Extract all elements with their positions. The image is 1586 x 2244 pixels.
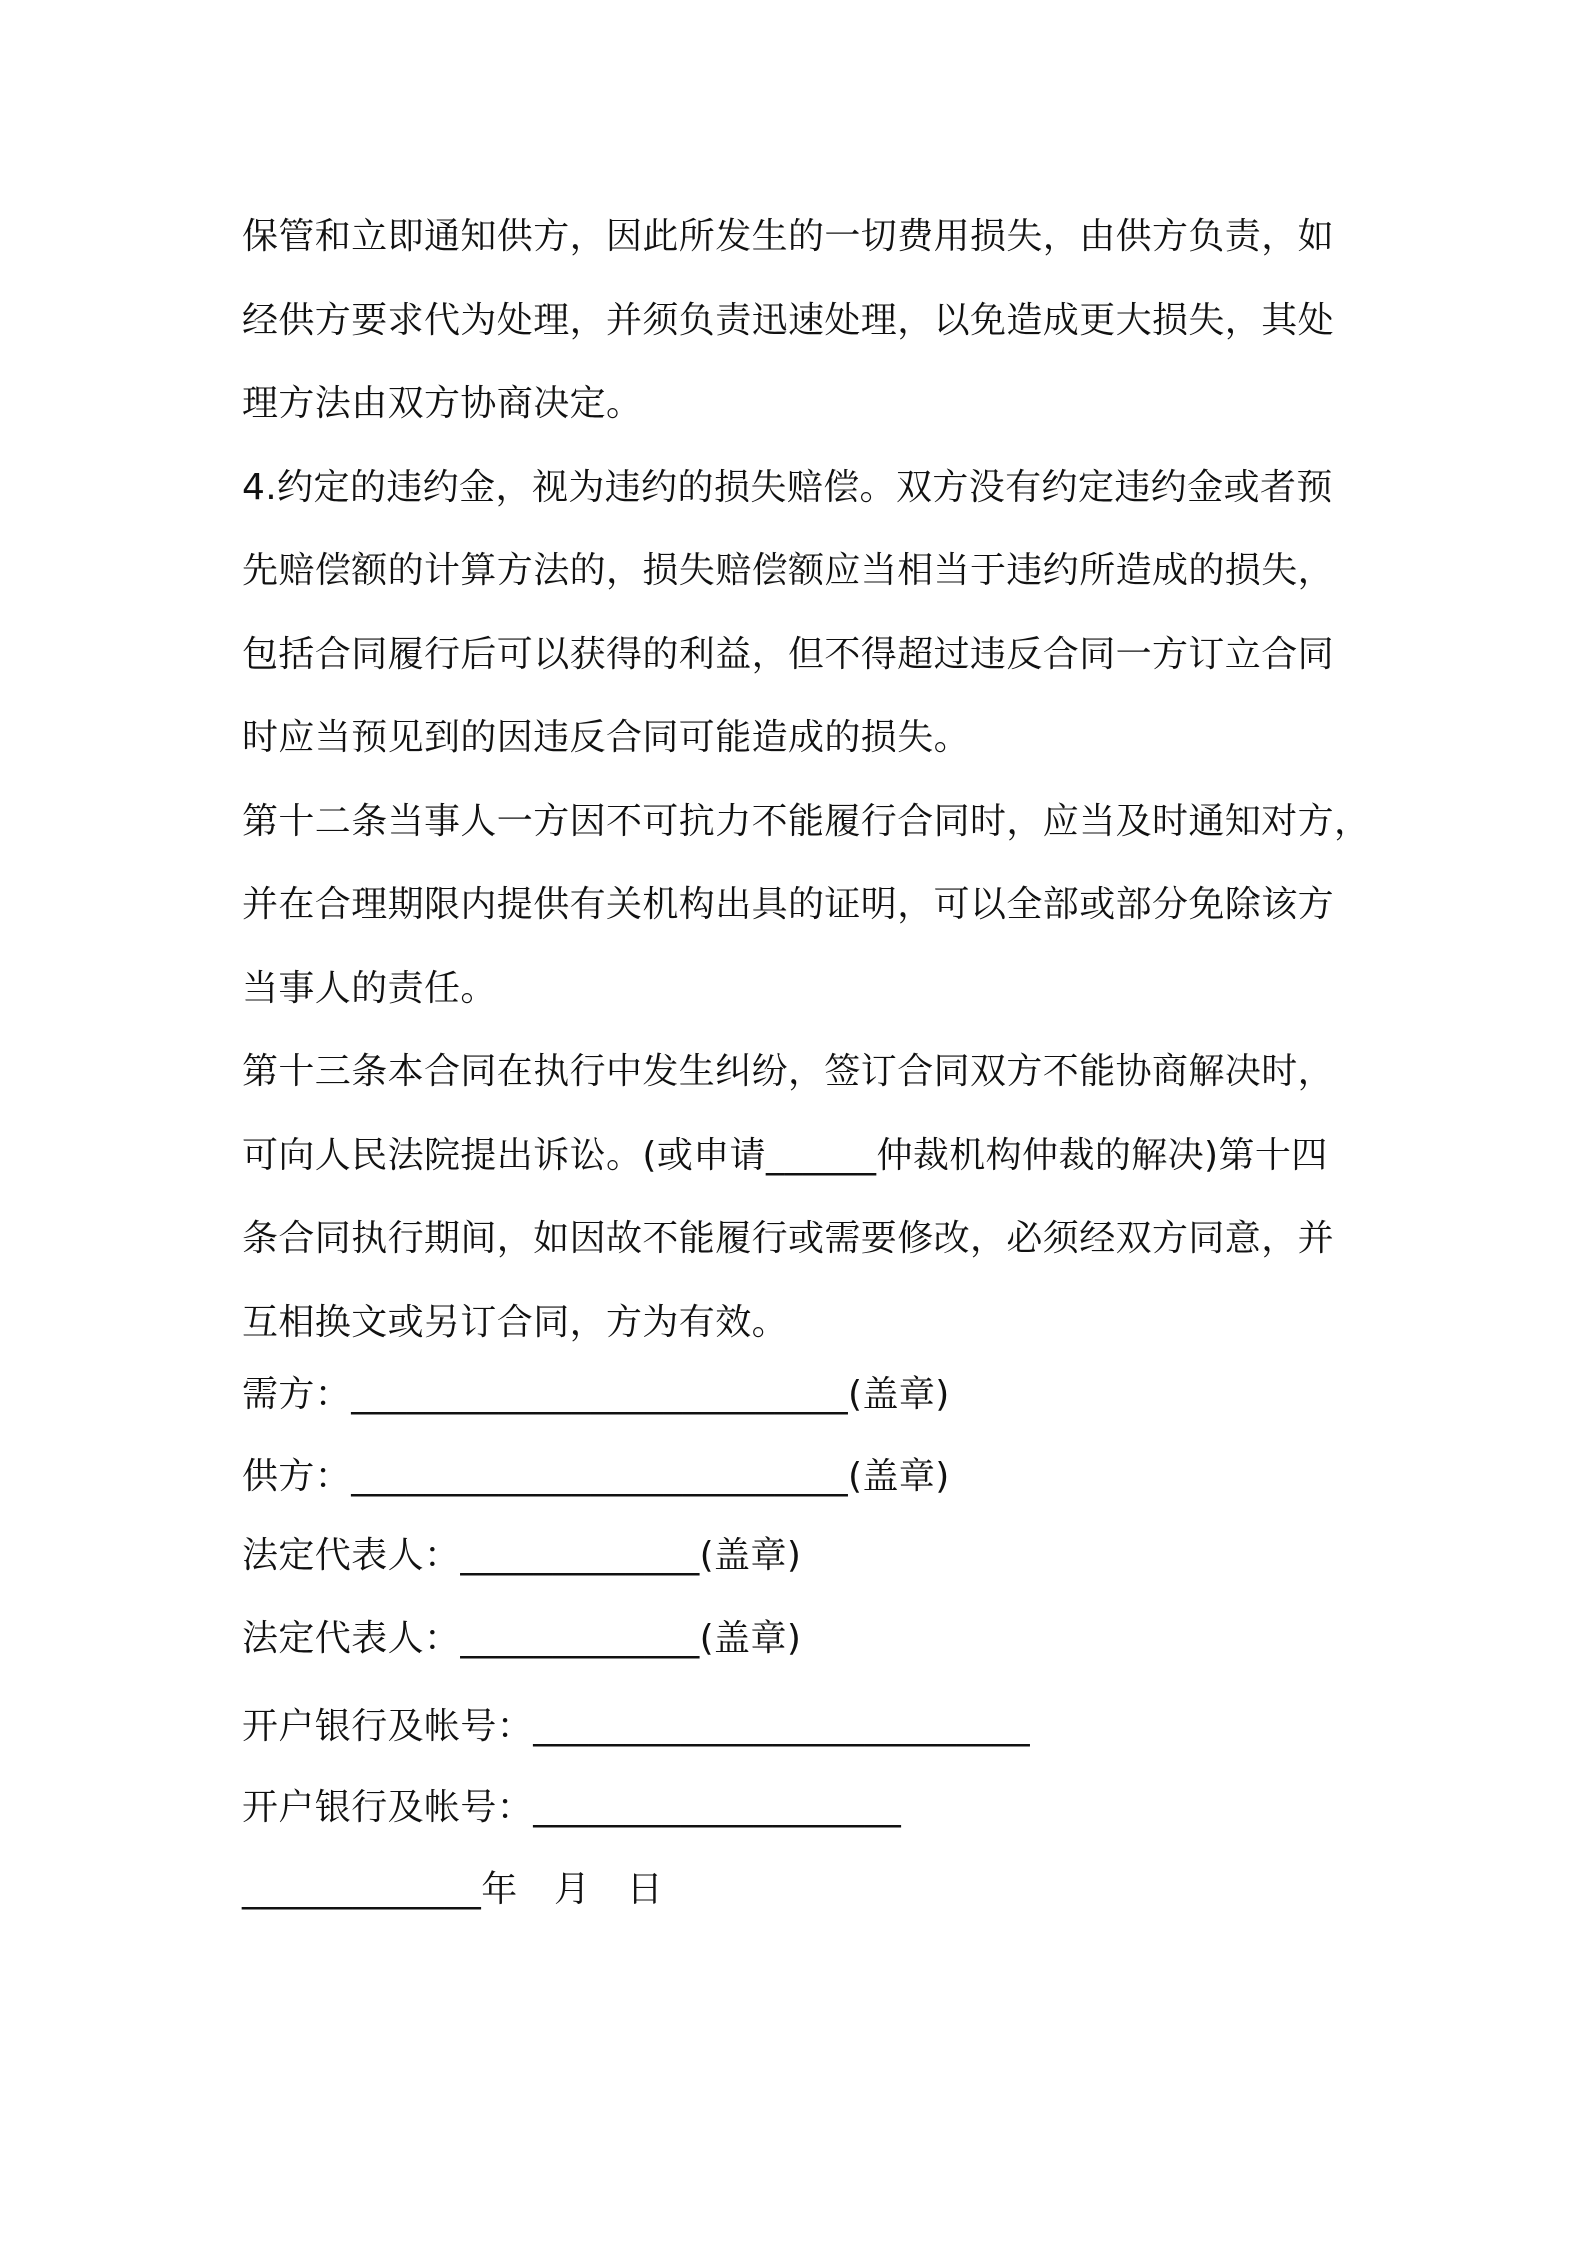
paragraph-line: 时应当预见到的因违反合同可能造成的损失。 — [242, 717, 971, 758]
paragraph-line: 可向人民法院提出诉讼。(或申请______仲裁机构仲裁的解决)第十四 — [242, 1134, 1328, 1176]
paragraph-line: 保管和立即通知供方，因此所发生的一切费用损失，由供方负责，如 — [242, 216, 1335, 257]
buyer-seal-line: 需方：___________________________(盖章) — [242, 1374, 950, 1415]
paragraph-line: 第十二条当事人一方因不可抗力不能履行合同时，应当及时通知对方， — [242, 800, 1371, 842]
legal-rep-line-2: 法定代表人：_____________(盖章) — [242, 1618, 802, 1659]
paragraph-line: 包括合同履行后可以获得的利益，但不得超过违反合同一方订立合同 — [242, 633, 1335, 675]
paragraph-line: 经供方要求代为处理，并须负责迅速处理，以免造成更大损失，其处 — [242, 299, 1335, 341]
date-line: _____________年 月 日 — [242, 1869, 664, 1910]
bank-account-line-2: 开户银行及帐号：____________________ — [242, 1787, 902, 1828]
paragraph-line: 条合同执行期间，如因故不能履行或需要修改，必须经双方同意，并 — [242, 1218, 1335, 1259]
paragraph-line: 4.约定的违约金，视为违约的损失赔偿。双方没有约定违约金或者预 — [242, 466, 1333, 508]
legal-rep-line-1: 法定代表人：_____________(盖章) — [242, 1535, 802, 1576]
paragraph-line: 当事人的责任。 — [242, 967, 497, 1009]
supplier-seal-line: 供方：___________________________(盖章) — [242, 1456, 950, 1497]
paragraph-line: 先赔偿额的计算方法的，损失赔偿额应当相当于违约所造成的损失， — [242, 550, 1335, 591]
paragraph-line: 互相换文或另订合同，方为有效。 — [242, 1301, 789, 1343]
paragraph-line: 第十三条本合同在执行中发生纠纷，签订合同双方不能协商解决时， — [242, 1051, 1335, 1092]
paragraph-line: 并在合理期限内提供有关机构出具的证明，可以全部或部分免除该方 — [242, 884, 1335, 925]
paragraph-line: 理方法由双方协商决定。 — [242, 383, 643, 424]
contract-body — [242, 195, 1374, 1364]
bank-account-line-1: 开户银行及帐号：___________________________ — [242, 1706, 1030, 1747]
